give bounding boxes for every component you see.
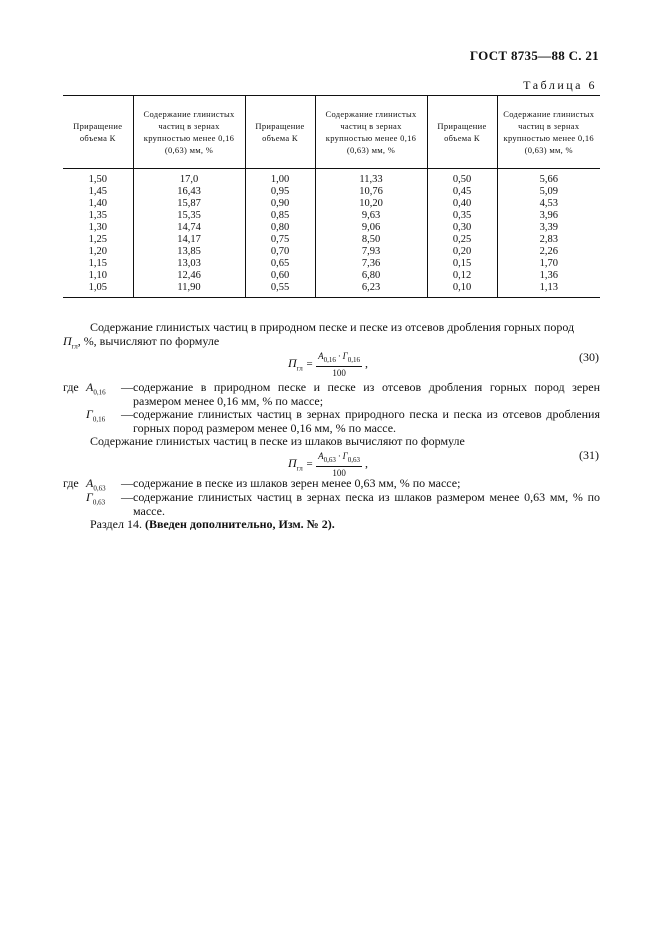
table-cell: 12,46: [133, 270, 245, 282]
table-row: [63, 222, 600, 234]
table-row: [63, 169, 600, 187]
num-g: Г: [342, 451, 348, 461]
table-cell: 1,30: [63, 222, 133, 234]
table-cell: 1,40: [63, 198, 133, 210]
table-cell: 1,20: [63, 246, 133, 258]
table-row: [63, 282, 600, 298]
table-cell: 9,63: [315, 210, 427, 222]
table-cell: 11,90: [133, 282, 245, 298]
paragraph-1-cont: [63, 334, 219, 353]
table-cell: 0,55: [245, 282, 315, 298]
def-g-sub: 0,63: [92, 498, 106, 507]
table-row: [63, 186, 600, 198]
sub-gl: гл: [71, 342, 78, 351]
table-cell: 0,90: [245, 198, 315, 210]
table-cell: 6,23: [315, 282, 427, 298]
where-label: где: [63, 476, 79, 490]
table-cell: 1,36: [539, 270, 558, 281]
table-cell: 11,33: [315, 169, 427, 187]
num-a-sub: 0,63: [323, 455, 336, 464]
table-cell: 13,85: [133, 246, 245, 258]
table-cell: 0,65: [245, 258, 315, 270]
formula-sub: гл: [296, 464, 303, 473]
table-cell: 6,80: [315, 270, 427, 282]
eq-number-30: (30): [579, 350, 599, 364]
def-g: Г: [86, 490, 93, 504]
eq-number-31: (31): [579, 448, 599, 462]
table-cell: 15,87: [133, 198, 245, 210]
num-g: Г: [342, 351, 348, 361]
paragraph-1: Содержание глинистых частиц в природном песке и песке из отсевов дробления горных пород: [90, 320, 575, 334]
formula-symbol: П: [288, 456, 297, 471]
table-cell: 1,10: [63, 270, 133, 282]
fraction: [316, 350, 362, 379]
table-row: [63, 258, 600, 270]
table-cell: 0,30: [427, 222, 497, 234]
num-g-sub: 0,16: [347, 355, 360, 364]
section-note-bold: (Введен дополнительно, Изм. № 2).: [144, 517, 335, 531]
table-cell: 4,53: [539, 198, 558, 209]
def-a: А: [86, 476, 94, 490]
table-cell: 0,50: [427, 169, 497, 187]
table-cell: 1,13: [497, 282, 600, 298]
equals-sign: =: [305, 458, 314, 471]
formula-comma: ,: [365, 356, 368, 371]
def-g063-text: содержание глинистых частиц в зернах песка из шлаков размером менее 0,63 мм, % по массе.: [133, 490, 600, 518]
table-caption: Таблица 6: [523, 78, 597, 92]
table-cell: 2,26: [539, 246, 558, 257]
dot: ·: [338, 351, 341, 361]
table-cell: 16,43: [133, 186, 245, 198]
def-a016-text: содержание в природном песке и песке из отсевов дробления горных пород зерен размером менее 0,16 мм, % по массе;: [133, 380, 600, 408]
col-header: Содержание глинистых частиц в зернах крупностью менее 0,16 (0,63) мм, %: [133, 96, 245, 169]
def-dash: —: [121, 380, 133, 394]
table-cell: 0,80: [245, 222, 315, 234]
page-header: ГОСТ 8735—88 С. 21: [469, 48, 599, 63]
data-table: [63, 95, 600, 298]
def-dash: —: [121, 476, 133, 490]
symbol-p: П: [63, 334, 72, 348]
table-cell: 0,95: [245, 186, 315, 198]
table-cell: 7,93: [315, 246, 427, 258]
def-symbol-a016: [86, 380, 106, 399]
table-cell: 2,83: [539, 234, 558, 245]
table-row: [63, 210, 600, 222]
table-cell: 5,09: [539, 186, 558, 197]
table-cell: 0,40: [427, 198, 497, 210]
numerator: [316, 450, 362, 467]
table-row: [63, 246, 600, 258]
table-cell: 1,15: [63, 258, 133, 270]
num-a: А: [318, 351, 324, 361]
def-symbol-g016: [86, 407, 105, 426]
formula-30: [288, 350, 368, 379]
def-a-sub: 0,16: [93, 388, 106, 397]
table-cell: 1,35: [63, 210, 133, 222]
def-dash: —: [121, 407, 133, 421]
col-header: Приращение объема К: [427, 96, 497, 169]
col-header: Содержание глинистых частиц в зернах крупностью менее 0,16 (0,63) мм, %: [497, 96, 600, 169]
formula-sub: гл: [296, 364, 303, 373]
def-a063-text: содержание в песке из шлаков зерен менее 0,63 мм, % по массе;: [133, 476, 461, 490]
table-row: [63, 270, 600, 282]
table-cell: 0,15: [427, 258, 497, 270]
num-a: А: [318, 451, 324, 461]
table-cell: 5,66: [539, 174, 558, 185]
table-cell: 1,50: [63, 169, 133, 187]
table-cell: 8,50: [315, 234, 427, 246]
table-cell: 10,76: [315, 186, 427, 198]
table-cell: 3,96: [539, 210, 558, 221]
table-cell: 0,70: [245, 246, 315, 258]
section-prefix: Раздел 14.: [90, 517, 142, 531]
table-cell: 0,45: [427, 186, 497, 198]
def-dash: —: [121, 490, 133, 504]
table-cell: 0,60: [245, 270, 315, 282]
table-cell: 15,35: [133, 210, 245, 222]
dot: ·: [338, 451, 341, 461]
formula-31: [288, 450, 368, 479]
table-header-row: [63, 96, 600, 169]
def-g: Г: [86, 407, 93, 421]
table-cell: 3,39: [539, 222, 558, 233]
num-g-sub: 0,63: [347, 455, 360, 464]
def-a: А: [86, 380, 94, 394]
table-cell: 1,25: [63, 234, 133, 246]
def-g-sub: 0,16: [92, 415, 106, 424]
table-cell: 1,70: [539, 258, 558, 269]
table-cell: 10,20: [315, 198, 427, 210]
table-cell: 1,00: [245, 169, 315, 187]
formula-comma: ,: [365, 456, 368, 471]
table-cell: 0,85: [245, 210, 315, 222]
def-g016-text: содержание глинистых частиц в зернах природного песка и песка из отсевов дробления горных пород размером менее 0,16 мм, % по массе.: [133, 407, 600, 435]
table-cell: 0,75: [245, 234, 315, 246]
fraction: [316, 450, 362, 479]
denominator: 100: [332, 467, 346, 478]
table-cell: 0,10: [427, 282, 497, 298]
col-header: Приращение объема К: [63, 96, 133, 169]
formula-symbol: П: [288, 356, 297, 371]
table-cell: 0,25: [427, 234, 497, 246]
table-cell: 14,74: [133, 222, 245, 234]
table-cell: 9,06: [315, 222, 427, 234]
table-row: [63, 234, 600, 246]
where-label: где: [63, 380, 79, 394]
def-symbol-g063: [86, 490, 105, 509]
denominator: 100: [332, 367, 346, 378]
table-cell: 14,17: [133, 234, 245, 246]
table-cell: 1,05: [63, 282, 133, 298]
table-cell: 7,36: [315, 258, 427, 270]
def-a-sub: 0,63: [93, 484, 106, 493]
table-cell: 0,20: [427, 246, 497, 258]
table-row: [63, 198, 600, 210]
equals-sign: =: [305, 358, 314, 371]
section-note: [90, 517, 335, 531]
table-cell: 0,35: [427, 210, 497, 222]
table-cell: 13,03: [133, 258, 245, 270]
table-cell: 1,45: [63, 186, 133, 198]
table-cell: 17,0: [133, 169, 245, 187]
col-header: Содержание глинистых частиц в зернах крупностью менее 0,16 (0,63) мм, %: [315, 96, 427, 169]
paragraph-2: Содержание глинистых частиц в песке из шлаков вычисляют по формуле: [90, 434, 465, 448]
numerator: [316, 350, 362, 367]
paragraph-1-tail: , %, вычисляют по формуле: [77, 334, 220, 348]
table-cell: 0,12: [427, 270, 497, 282]
num-a-sub: 0,16: [323, 355, 336, 364]
col-header: Приращение объема К: [245, 96, 315, 169]
